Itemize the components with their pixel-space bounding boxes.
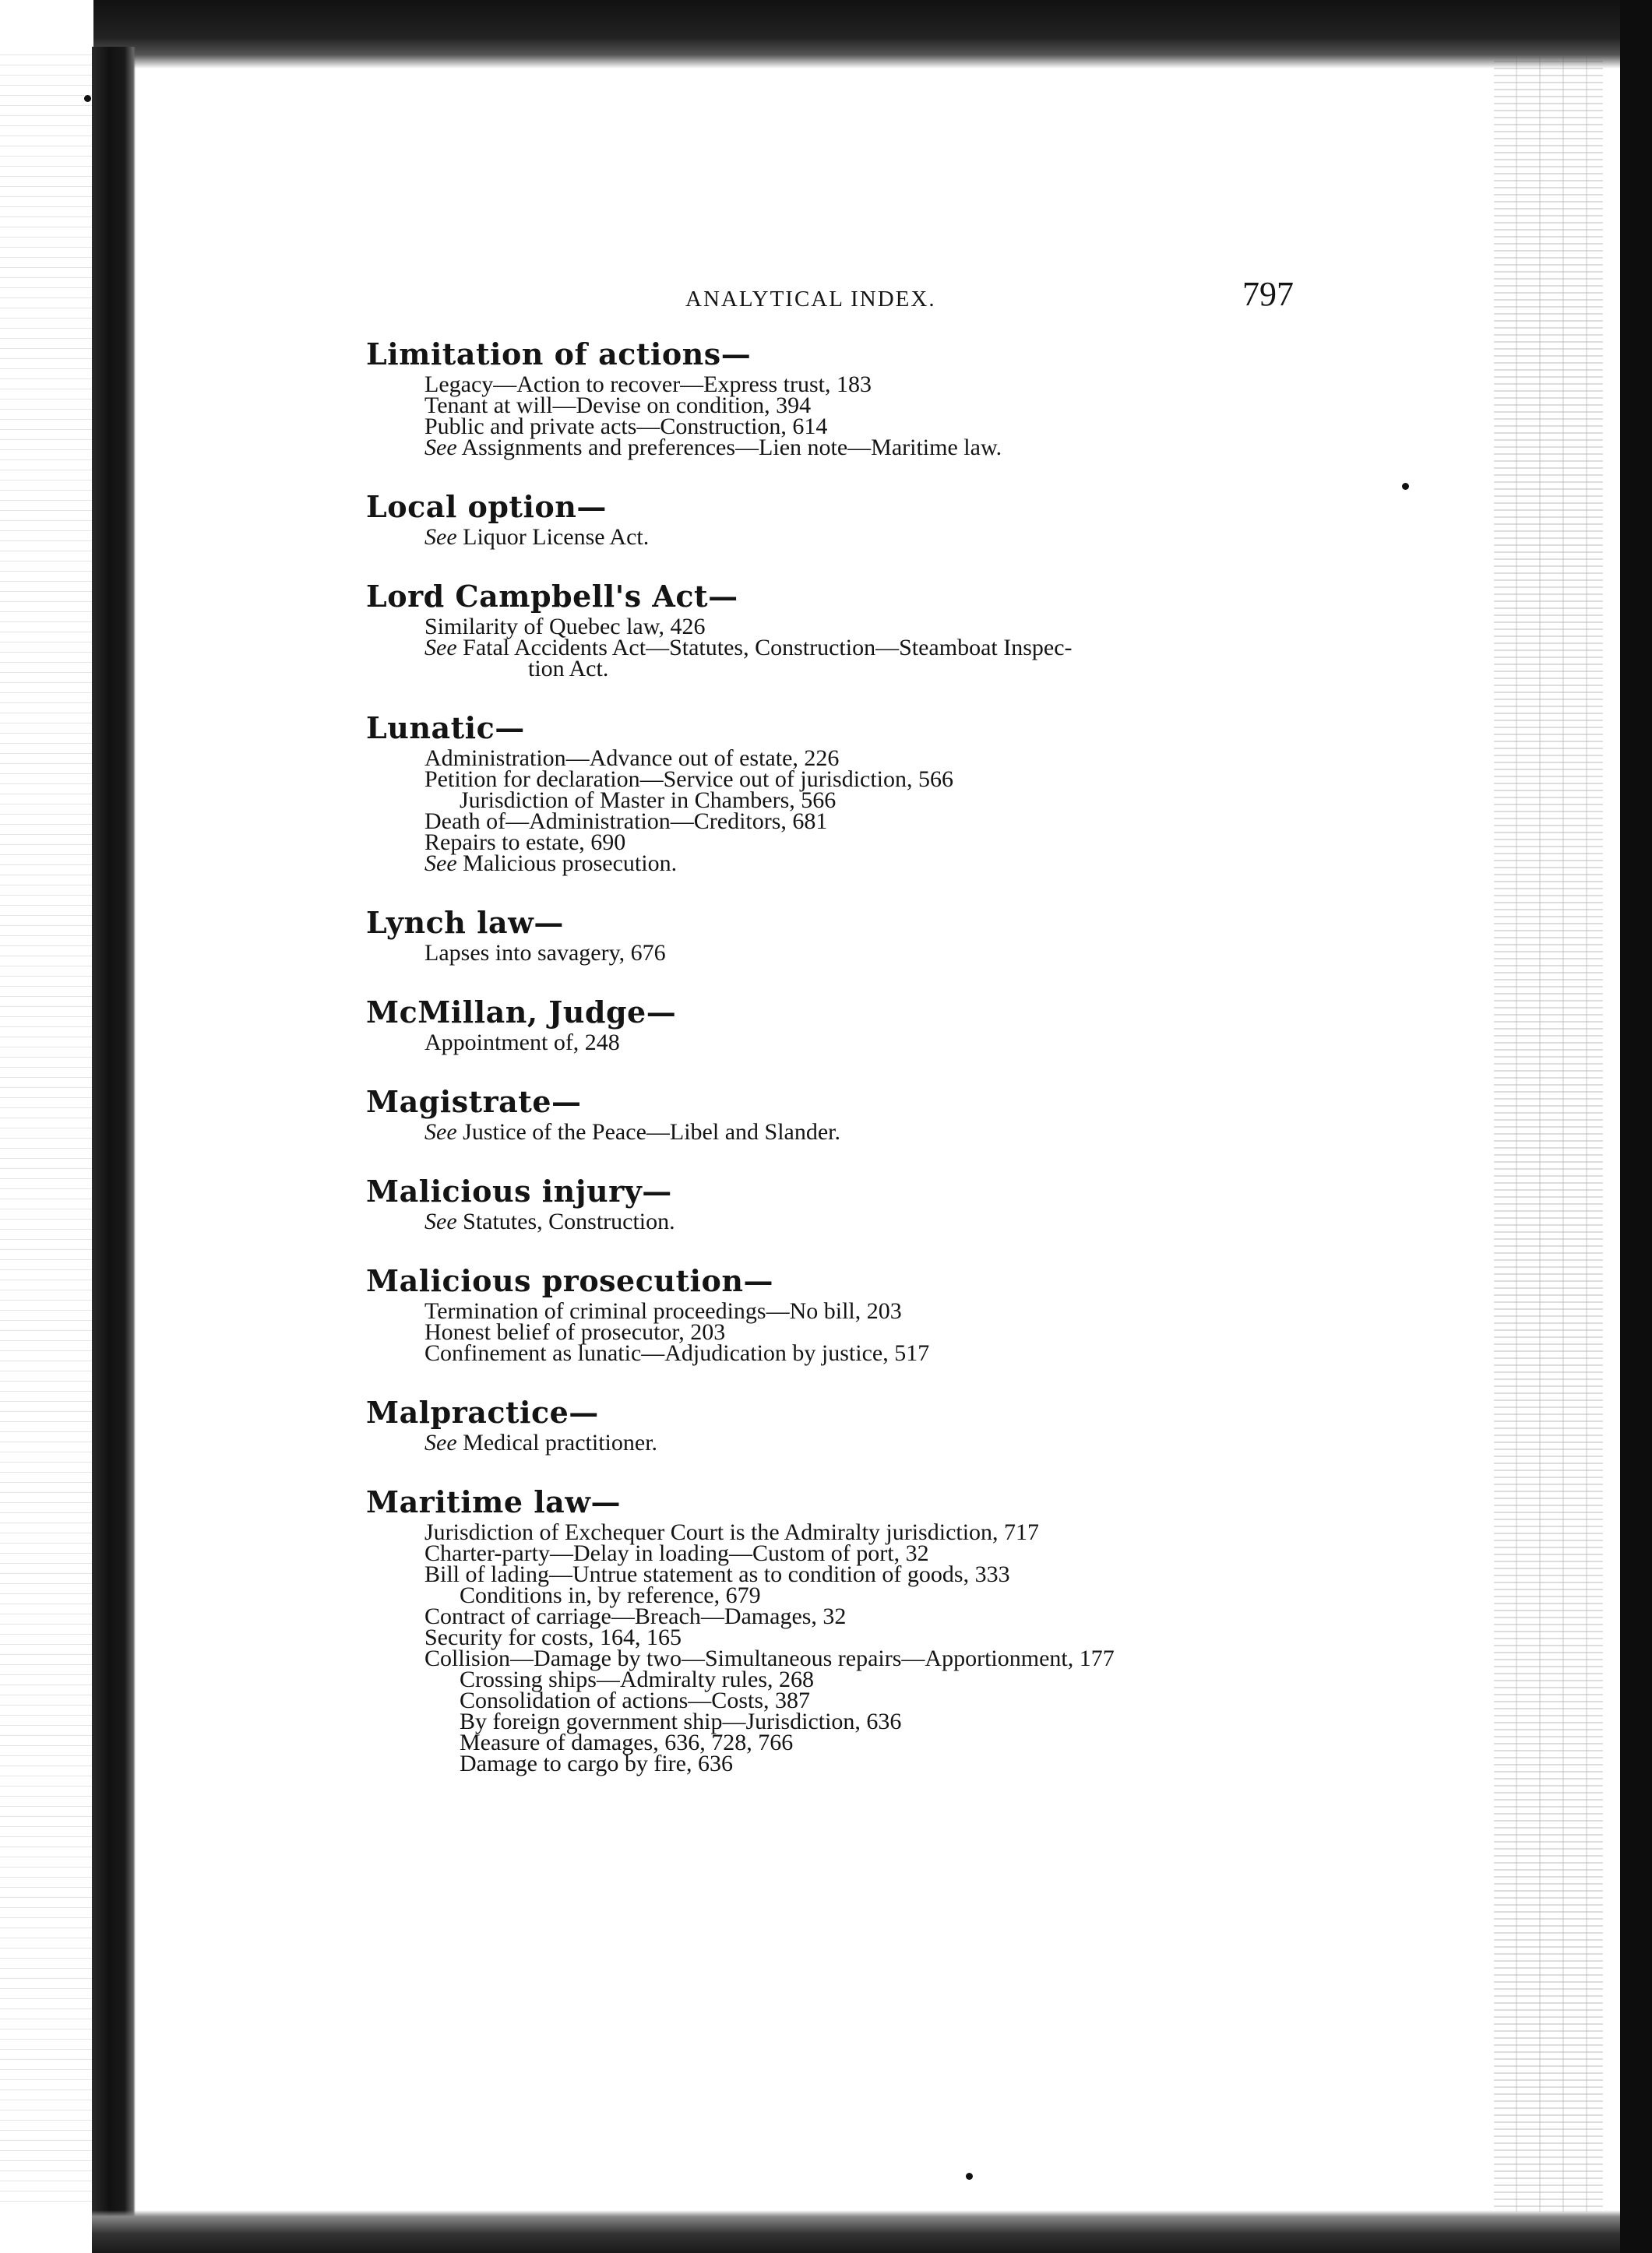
entry-line-continuation: tion Act.: [528, 656, 609, 681]
index-entry: [366, 1262, 1519, 1364]
index-entry: [366, 1172, 1519, 1232]
entry-heading: Limitation of actions—: [366, 336, 752, 371]
entry-subline: Conditions in, by reference, 679: [460, 1582, 761, 1608]
entry-heading: Lord Campbell's Act—: [366, 579, 738, 614]
entry-line: Security for costs, 164, 165: [424, 1625, 682, 1650]
see-reference: See: [424, 1209, 457, 1234]
entry-line: Death of—Administration—Creditors, 681: [424, 808, 828, 834]
see-reference: See: [424, 1119, 457, 1145]
entry-subline: By foreign government ship—Jurisdiction, 636: [460, 1709, 902, 1734]
entry-heading: Maritime law—: [366, 1484, 622, 1519]
entry-subline: Consolidation of actions—Costs, 387: [460, 1688, 810, 1713]
entry-heading: Local option—: [366, 489, 607, 524]
entry-heading: Lynch law—: [366, 905, 564, 940]
see-reference: See: [424, 524, 457, 550]
cross-reference-text: Malicious prosecution.: [456, 850, 678, 876]
entry-line: Tenant at will—Devise on condition, 394: [424, 393, 812, 418]
entry-subline: Jurisdiction of Master in Chambers, 566: [460, 787, 837, 813]
entry-line: Lapses into savagery, 676: [424, 940, 666, 966]
entry-line: Jurisdiction of Exchequer Court is the Admiralty jurisdiction, 717: [424, 1519, 1040, 1545]
entry-line: Petition for declaration—Service out of jurisdiction, 566: [424, 766, 954, 792]
entry-heading: McMillan, Judge—: [366, 994, 677, 1030]
cross-reference-text: Assignments and preferences—Lien note—Maritime law.: [456, 435, 1002, 460]
see-reference: See: [424, 850, 457, 876]
index-entry: [366, 993, 1519, 1053]
entry-heading: Malicious prosecution—: [366, 1263, 773, 1298]
entry-line: [366, 524, 1519, 550]
entry-heading: Malicious injury—: [366, 1174, 672, 1209]
entry-line: [366, 637, 1519, 658]
index-entry: [366, 1082, 1519, 1145]
entry-heading: Malpractice—: [366, 1395, 599, 1430]
entry-line: [366, 1211, 1519, 1232]
entry-line: Honest belief of prosecutor, 203: [424, 1319, 726, 1345]
cross-reference-text: Liquor License Act.: [456, 524, 650, 550]
entry-line: Administration—Advance out of estate, 226: [424, 745, 840, 771]
entry-line: Public and private acts—Construction, 614: [424, 414, 828, 439]
cross-reference-text: Justice of the Peace—Libel and Slander.: [456, 1119, 840, 1145]
entry-line: Collision—Damage by two—Simultaneous repairs—Apportionment, 177: [424, 1646, 1115, 1671]
entry-line: [366, 850, 1519, 876]
index-entry: [366, 903, 1519, 966]
entry-line: [366, 437, 1519, 458]
running-head: ANALYTICAL INDEX.: [685, 287, 936, 312]
entry-line: [366, 1430, 1519, 1456]
entry-line: Termination of criminal proceedings—No bill, 203: [424, 1298, 902, 1324]
entry-subline: Measure of damages, 636, 728, 766: [460, 1730, 794, 1755]
entry-subline: Damage to cargo by fire, 636: [460, 1751, 733, 1776]
index-entries: [366, 335, 1519, 1804]
entry-line: Repairs to estate, 690: [424, 829, 626, 855]
index-entry: [366, 1483, 1519, 1774]
entry-line: Appointment of, 248: [424, 1030, 620, 1055]
page-number: 797: [1242, 275, 1294, 313]
see-reference: See: [424, 635, 457, 660]
entry-line: Legacy—Action to recover—Express trust, 183: [424, 371, 872, 397]
see-reference: See: [424, 1430, 457, 1456]
entry-line: Bill of lading—Untrue statement as to condition of goods, 333: [424, 1561, 1010, 1587]
see-reference: See: [424, 435, 457, 460]
entry-subline: Crossing ships—Admiralty rules, 268: [460, 1667, 814, 1692]
entry-line: Similarity of Quebec law, 426: [424, 614, 706, 639]
cross-reference-text: Statutes, Construction.: [456, 1209, 675, 1234]
entry-line: Charter-party—Delay in loading—Custom of port, 32: [424, 1540, 929, 1566]
index-entry: [366, 709, 1519, 874]
entry-line: Contract of carriage—Breach—Damages, 32: [424, 1604, 847, 1629]
index-entry: [366, 1393, 1519, 1456]
entry-line: [366, 1119, 1519, 1145]
cross-reference-text: Fatal Accidents Act—Statutes, Construction—Steamboat Inspec-: [456, 635, 1073, 660]
entry-heading: Magistrate—: [366, 1084, 582, 1119]
index-entry: [366, 577, 1519, 679]
index-entry: [366, 335, 1519, 458]
entry-line: Confinement as lunatic—Adjudication by justice, 517: [424, 1340, 930, 1366]
entry-heading: Lunatic—: [366, 710, 525, 745]
index-entry: [366, 488, 1519, 550]
cross-reference-text: Medical practitioner.: [456, 1430, 658, 1456]
